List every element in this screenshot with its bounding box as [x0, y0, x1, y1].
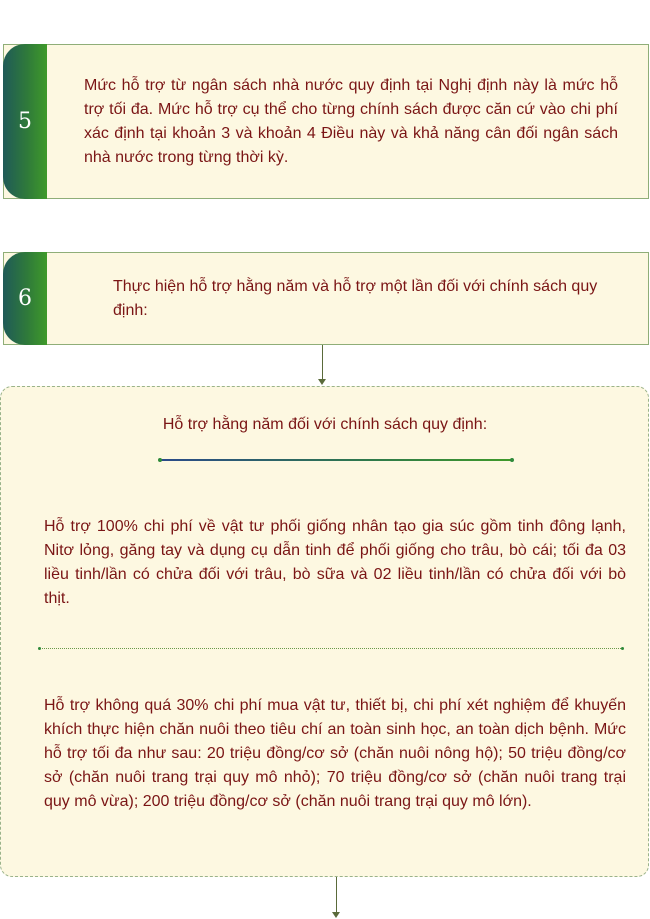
item-divider-dot-left [38, 647, 41, 650]
step-5-badge [3, 44, 47, 199]
annual-support-item-1: Hỗ trợ 100% chi phí về vật tư phối giống nhân tạo gia súc gồm tinh đông lạnh, Nitơ lỏng, găng tay và dụng cụ dẫn tinh để phối giống cho trâu, bò cái; tối đa 03 liều tinh/lần có chửa đối với trâu, bò sữa và 02 liều tinh/lần có chửa đối với bò thịt. [44, 518, 626, 607]
annual-support-item-2: Hỗ trợ không quá 30% chi phí mua vật tư, thiết bị, chi phí xét nghiệm để khuyến khích thực hiện chăn nuôi theo tiêu chí an toàn sinh học, an toàn dịch bệnh. Mức hỗ trợ tối đa như sau: 20 triệu đồng/cơ sở (chăn nuôi nông hộ); 50 triệu đồng/cơ sở (chăn nuôi trang trại quy mô nhỏ); 70 triệu đồng/cơ sở (chăn nuôi trang trại quy mô vừa); 200 triệu đồng/cơ sở (chăn nuôi trang trại quy mô lớn). [44, 697, 626, 810]
step-5-text: Mức hỗ trợ từ ngân sách nhà nước quy định tại Nghị định này là mức hỗ trợ tối đa. Mức hỗ trợ cụ thể cho từng chính sách được căn cứ vào chi phí xác định tại khoản 3 và khoản 4 Điều này và khả năng cân đối ngân sách nhà nước trong từng thời kỳ. [84, 77, 618, 166]
step-5-number: 5 [18, 109, 32, 134]
item-divider-dot-right [621, 647, 624, 650]
item-divider [40, 648, 623, 649]
step-6-text: Thực hiện hỗ trợ hằng năm và hỗ trợ một lần đối với chính sách quy định: [113, 278, 598, 319]
annual-support-heading: Hỗ trợ hằng năm đối với chính sách quy định: [162, 416, 488, 433]
heading-divider [160, 459, 512, 461]
connector-line [322, 345, 323, 379]
connector-arrow-icon [318, 379, 326, 385]
step-6-badge [3, 252, 47, 345]
step-6-number: 6 [18, 286, 32, 311]
bottom-connector-arrow-icon [332, 912, 340, 918]
bottom-connector-line [336, 877, 337, 913]
divider-dot-right [510, 458, 514, 462]
divider-dot-left [158, 458, 162, 462]
